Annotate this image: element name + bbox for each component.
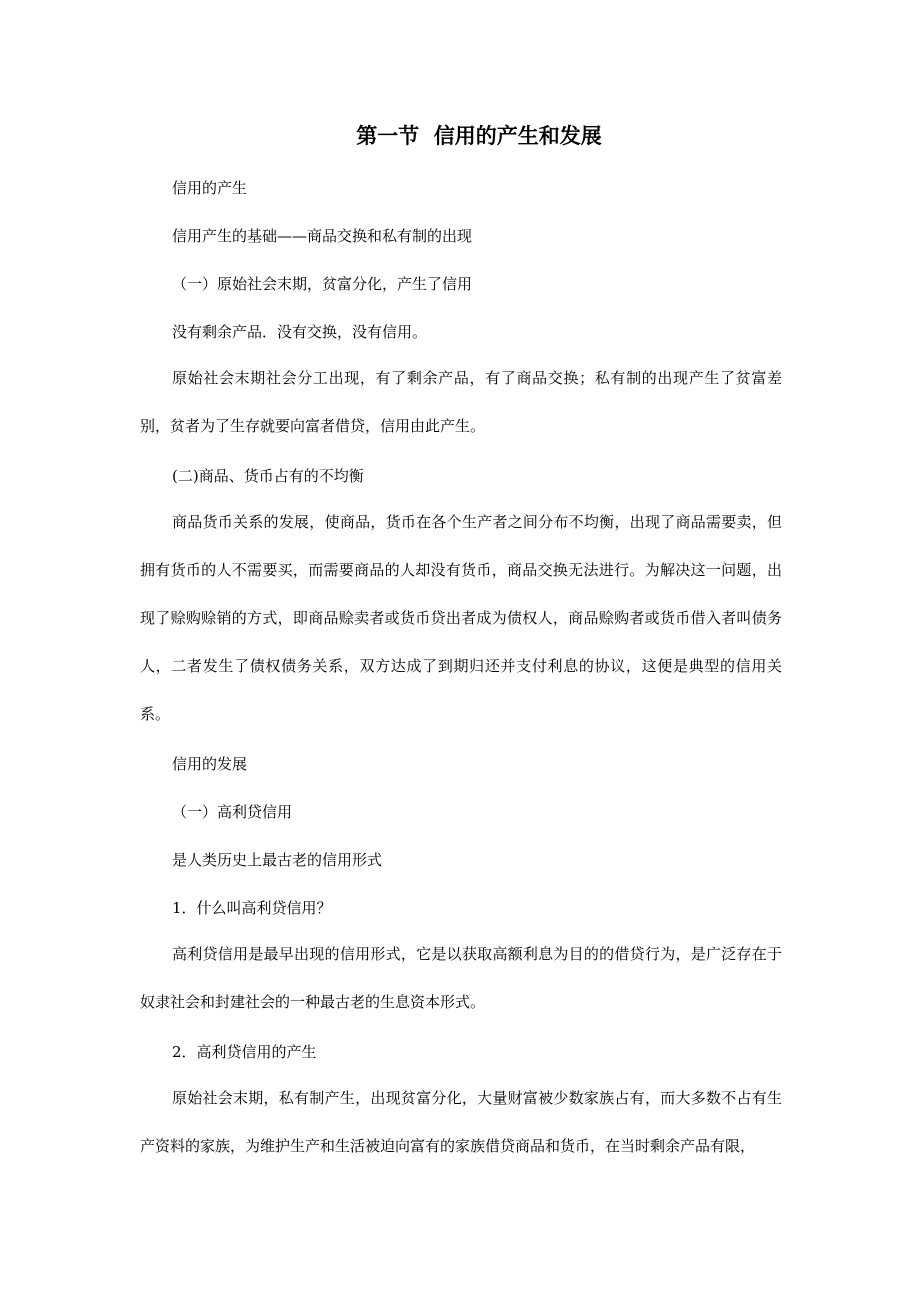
question-one: 1．什么叫高利贷信用？ <box>172 899 332 917</box>
credit-basis-line: 信用产生的基础——商品交换和私有制的出现 <box>172 227 473 245</box>
no-surplus-line: 没有剩余产品．没有交换，没有信用。 <box>172 323 428 341</box>
usury-origin-paragraph: 原始社会末期，私有制产生，出现贫富分化，大量财富被少数家族占有，而大多数不占有生产资料的家族，为维护生产和生活被迫向富有的家族借贷商品和货币，在当时剩余产品有限， <box>140 1089 782 1155</box>
subheading-usury: （一）高利贷信用 <box>172 803 293 821</box>
subheading-one: （一）原始社会末期，贫富分化，产生了信用 <box>172 275 473 293</box>
heading-credit-development: 信用的发展 <box>172 755 248 773</box>
subheading-two: (二)商品、货币占有的不均衡 <box>172 467 364 485</box>
question-two: 2．高利贷信用的产生 <box>172 1043 317 1061</box>
section-title: 第一节 信用的产生和发展 <box>356 124 602 148</box>
imbalance-paragraph: 商品货币关系的发展，使商品，货币在各个生产者之间分布不均衡，出现了商品需要卖，但拥有货币的人不需要买，而需要商品的人却没有货币，商品交换无法进行。为解决这一问题，出现了赊购赊销的方式，即商品赊卖者或货币贷出者成为债权人，商品赊购者或货币借入者叫债务人，二者发生了债权债务关系，双方达成了到期归还并支付利息的协议，这便是典型的信用关系。 <box>140 513 782 723</box>
primitive-society-paragraph: 原始社会末期社会分工出现，有了剩余产品，有了商品交换；私有制的出现产生了贫富差别，贫者为了生存就要向富者借贷，信用由此产生。 <box>140 369 782 435</box>
oldest-form-line: 是人类历史上最古老的信用形式 <box>172 851 383 869</box>
usury-definition-paragraph: 高利贷信用是最早出现的信用形式，它是以获取高额利息为目的的借贷行为，是广泛存在于奴隶社会和封建社会的一种最古老的生息资本形式。 <box>140 945 782 1011</box>
heading-credit-origin: 信用的产生 <box>172 179 248 197</box>
